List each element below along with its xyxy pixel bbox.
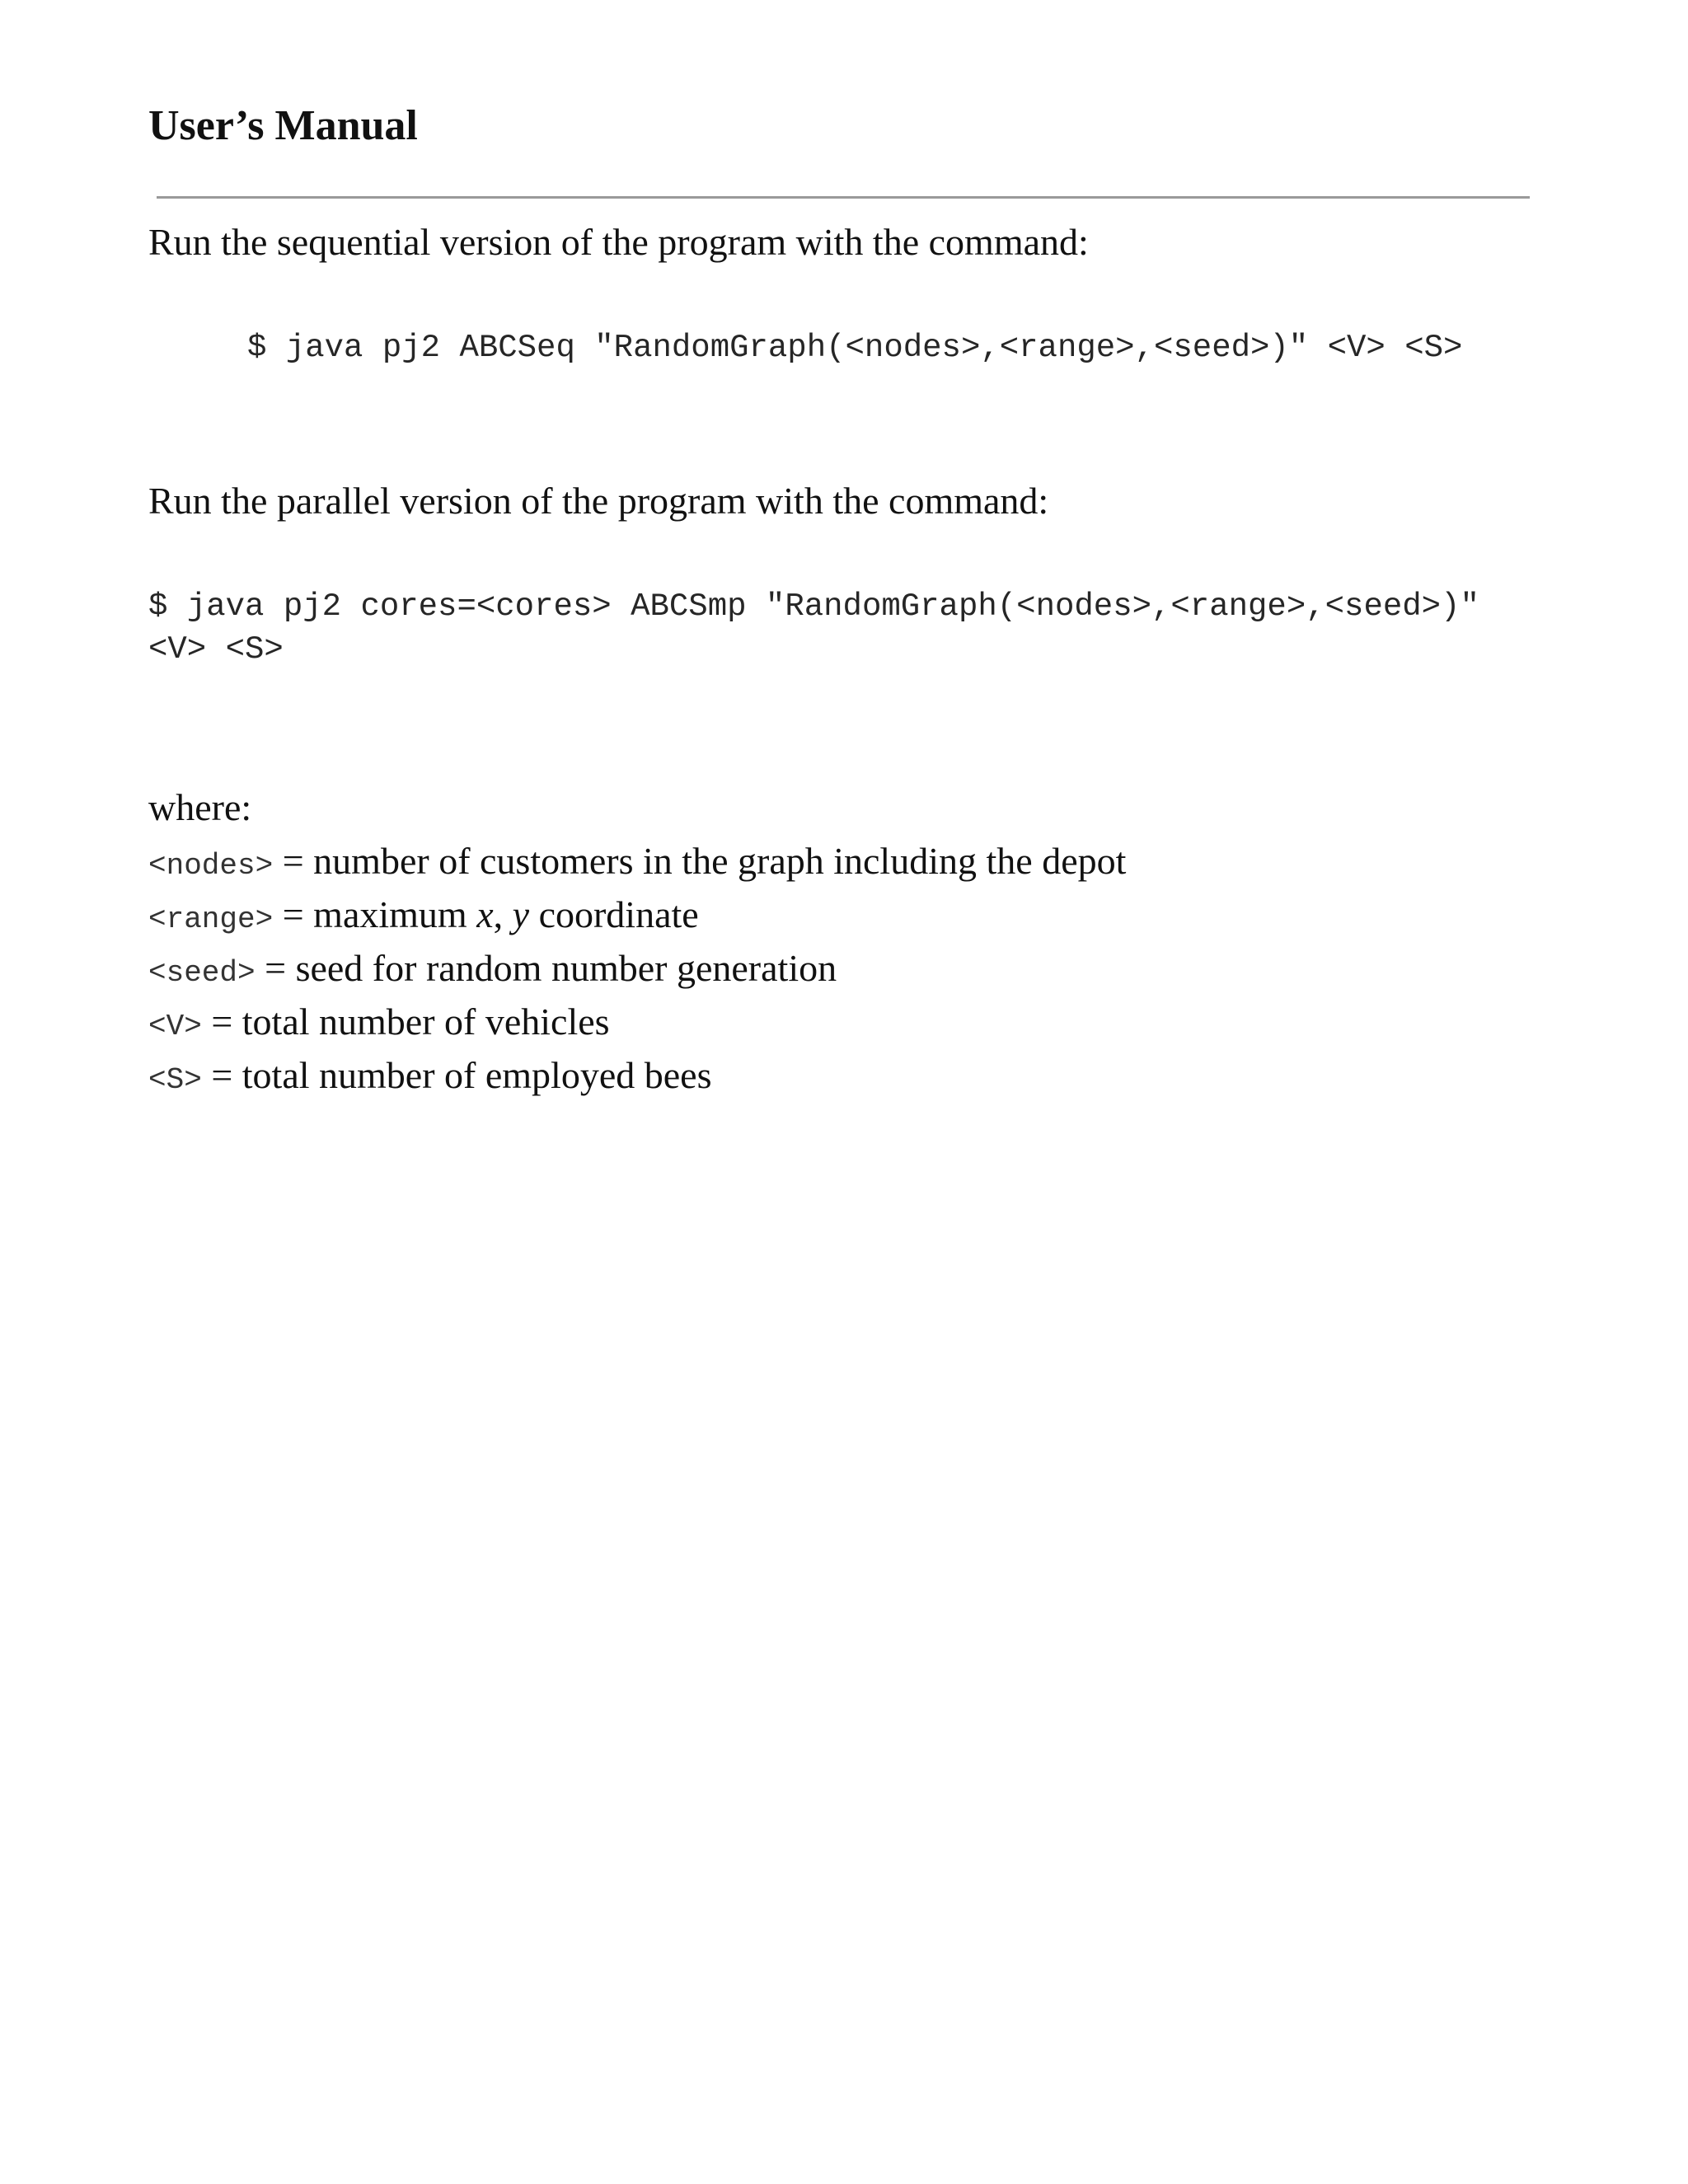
definition-range: [148, 890, 699, 944]
param-nodes: <nodes>: [148, 849, 274, 883]
definition-bees-text: = total number of employed bees: [201, 1054, 712, 1096]
parallel-command-line-1: $ java pj2 cores=<cores> ABCSmp "RandomGraph(<nodes>,<range>,<seed>)": [148, 588, 1479, 625]
definition-nodes-text: = number of customers in the graph including the depot: [273, 840, 1127, 882]
definition-seed: [148, 944, 837, 998]
sequential-command: $ java pj2 ABCSeq "RandomGraph(<nodes>,<range>,<seed>)" <V> <S>: [247, 330, 1463, 366]
param-v: <V>: [148, 1010, 202, 1043]
definition-range-y: y: [512, 893, 530, 935]
where-label: where:: [148, 786, 252, 828]
definition-range-x: x: [476, 893, 494, 935]
parallel-command-line-2: <V> <S>: [148, 631, 284, 668]
sequential-intro: Run the sequential version of the program with the command:: [148, 221, 1089, 263]
horizontal-divider: [157, 196, 1530, 199]
definition-nodes: [148, 837, 1126, 891]
page-title: User’s Manual: [148, 102, 418, 149]
parallel-intro: Run the parallel version of the program with the command:: [148, 480, 1049, 522]
definition-vehicles-text: = total number of vehicles: [201, 1001, 610, 1043]
param-range: <range>: [148, 902, 274, 936]
definition-seed-text: = seed for random number generation: [255, 947, 837, 989]
definition-range-text-before: = maximum: [273, 893, 477, 935]
definition-bees: [148, 1051, 711, 1105]
param-s: <S>: [148, 1063, 202, 1097]
definition-range-text-after: coordinate: [529, 893, 699, 935]
definition-vehicles: [148, 997, 610, 1052]
definition-range-comma: ,: [493, 893, 513, 935]
param-seed: <seed>: [148, 956, 256, 990]
